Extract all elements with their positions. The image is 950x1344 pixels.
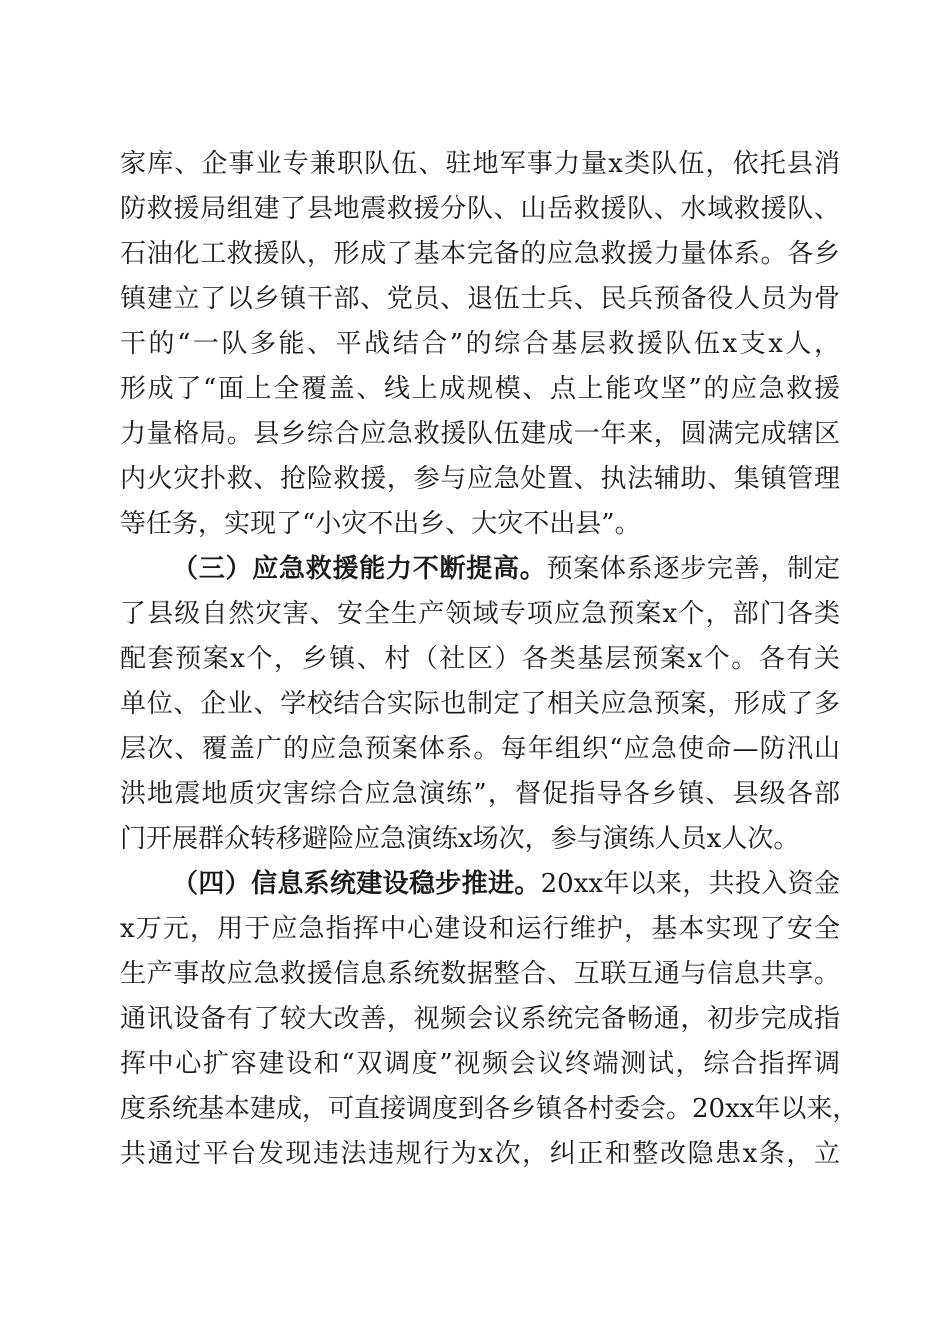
body-text-line: 门开展群众转移避险应急演练x场次，参与演练人员x人次。 — [120, 824, 800, 854]
body-text-line: 了县级自然灾害、安全生产领域专项应急预案x个，部门各类 — [120, 599, 840, 629]
body-text-line: 防救援局组建了县地震救援分队、山岳救援队、水域救援队、 — [120, 194, 840, 224]
section-four-lead-text: 20xx年以来，共投入资金 — [540, 869, 840, 899]
body-text-line: 镇建立了以乡镇干部、党员、退伍士兵、民兵预备役人员为骨 — [120, 284, 840, 314]
section-three-first-line — [172, 547, 840, 592]
body-text-line: 石油化工救援队，形成了基本完备的应急救援力量体系。各乡 — [120, 239, 840, 269]
body-text-line: 度系统基本建成，可直接调度到各乡镇各村委会。20xx年以来， — [120, 1094, 859, 1124]
body-text-line: 单位、企业、学校结合实际也制定了相关应急预案，形成了多 — [120, 689, 840, 719]
body-text-line: 形成了“面上全覆盖、线上成规模、点上能攻坚”的应急救援 — [120, 374, 840, 404]
body-text-line: 共通过平台发现违法违规行为x次，纠正和整改隐患x条，立 — [120, 1139, 840, 1169]
body-text-line: 等任务，实现了“小灾不出乡、大灾不出县”。 — [120, 509, 641, 539]
body-text-line: 干的“一队多能、平战结合”的综合基层救援队伍x支x人， — [120, 329, 840, 359]
body-text-line: 洪地震地质灾害综合应急演练”，督促指导各乡镇、县级各部 — [120, 779, 840, 809]
section-three-lead-text: 预案体系逐步完善，制定 — [546, 554, 840, 584]
body-text-line: 家库、企事业专兼职队伍、驻地军事力量x类队伍，依托县消 — [120, 149, 840, 179]
body-text-line: 配套预案x个，乡镇、村（社区）各类基层预案x个。各有关 — [120, 644, 840, 674]
body-text-line: 生产事故应急救援信息系统数据整合、互联互通与信息共享。 — [120, 959, 840, 989]
body-text-line: 通讯设备有了较大改善，视频会议系统完备畅通，初步完成指 — [120, 1004, 840, 1034]
section-four-heading: （四）信息系统建设稳步推进。 — [172, 869, 541, 899]
body-text-line: 内火灾扑救、抢险救援，参与应急处置、执法辅助、集镇管理 — [120, 464, 840, 494]
body-text-line: 力量格局。县乡综合应急救援队伍建成一年来，圆满完成辖区 — [120, 419, 840, 449]
body-text-line: 挥中心扩容建设和“双调度”视频会议终端测试，综合指挥调 — [120, 1049, 840, 1079]
section-three-heading: （三）应急救援能力不断提高。 — [172, 554, 547, 584]
body-text-line: 层次、覆盖广的应急预案体系。每年组织“应急使命—防汛山 — [120, 734, 840, 764]
section-four-first-line — [172, 862, 840, 907]
body-text-line: x万元，用于应急指挥中心建设和运行维护，基本实现了安全 — [120, 914, 840, 944]
